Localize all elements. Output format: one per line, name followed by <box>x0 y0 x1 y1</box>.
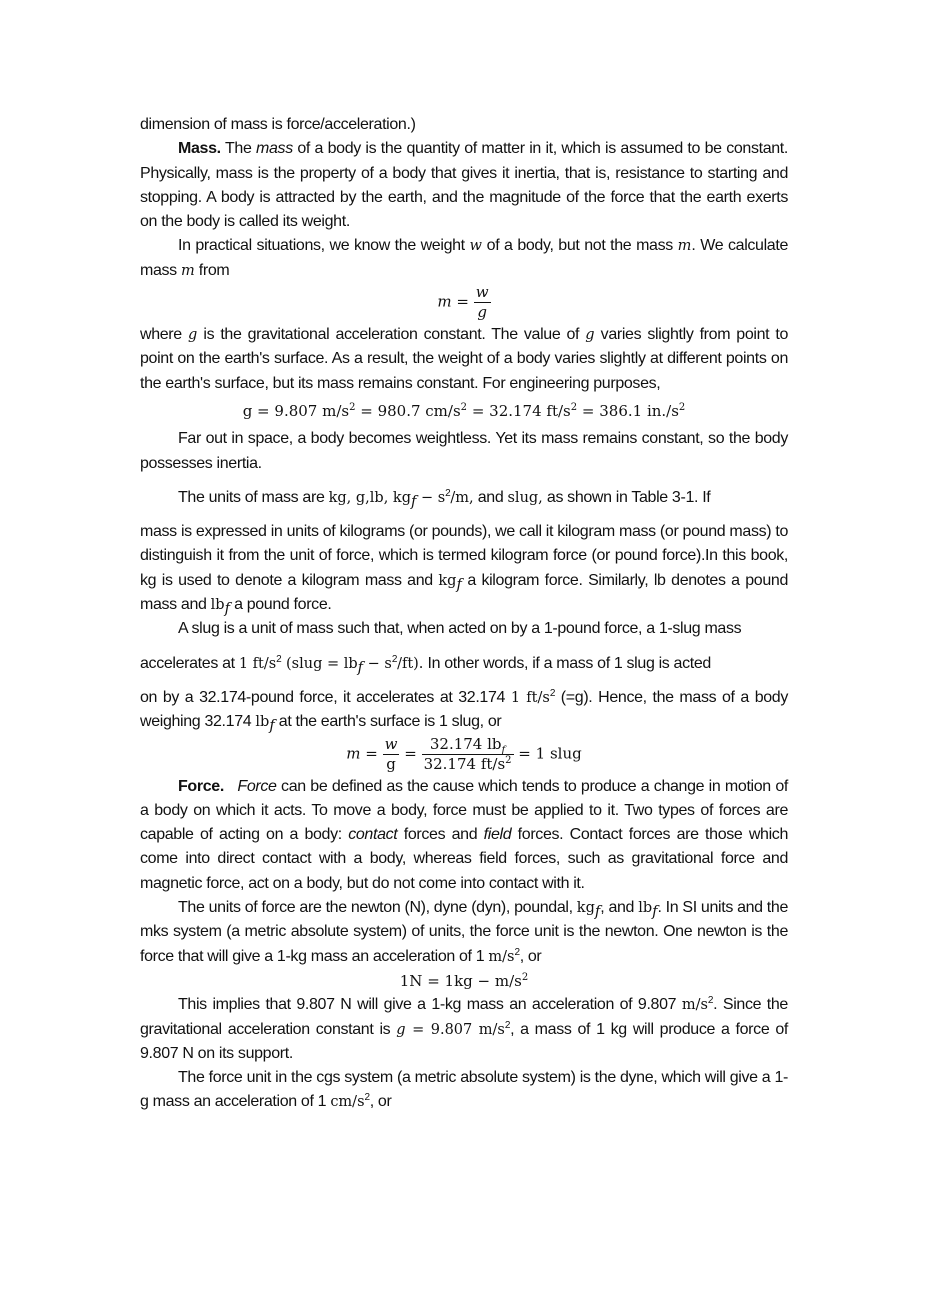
implies-paragraph: This implies that 9.807 N will give a 1-kg mass an acceleration of 9.807 $m/s^2$. Since the gravitational acceleration constant is g = 9.807 $m/s^2$, a mass of 1 kg will produce a force of 9.807 N on its support. <box>140 995 788 1062</box>
force-paragraph: Force. Force can be defined as the cause which tends to produce a change in motion of a body on which it acts. To move a body, force must be applied to it. Two types of forces are capable of acting on a body: contact forces and field forces. Contact forces are those which come into direct contact with a body, whereas field forces, such as gravitational force and magnetic force, act on a body, but do not come into contact with it. <box>140 777 788 892</box>
mass-term: mass <box>256 140 293 158</box>
equation-newton: $1N = 1kg - m/s^2$ <box>399 971 529 990</box>
slug-paragraph-line2: accelerates at 1 $ft/s^2$ (slug = $lb_f - s^2/ft$). In other words, if a mass of 1 slug is acted <box>140 653 711 676</box>
mass-heading: Mass. <box>178 140 221 158</box>
continuation-line: dimension of mass is force/acceleration.) <box>140 116 416 133</box>
space-paragraph: Far out in space, a body becomes weightless. Yet its mass remains constant, so the body possesses inertia. <box>140 430 788 472</box>
kilogram-paragraph: mass is expressed in units of kilograms (or pounds), we call it kilogram mass (or pound mass) to distinguish it from the unit of force, which is termed kilogram force (or pound force).In this book, kg is used to denote a kilogram mass and $kg_f$ a kilogram force. Similarly, lb denotes a pound mass and $lb_f$ a pound force. <box>140 523 789 618</box>
mass-paragraph: Mass. The mass of a body is the quantity of matter in it, which is assumed to be constant. Physically, mass is the property of a body that gives it inertia, that is, resistance to starting and stopping. A body is attracted by the earth, and the magnitude of the force that the earth exerts on the body is called its weight. <box>140 140 788 231</box>
cgs-paragraph: The force unit in the cgs system (a metric absolute system) is the dyne, which will give a 1-g mass an acceleration of 1 $cm/s^2$, or <box>140 1069 788 1111</box>
equation-mass-from-weight: m = $\frac{w}{g}$ <box>437 283 489 322</box>
where-paragraph: where g is the gravitational acceleration constant. The value of g varies slightly from point to point on the earth's surface. As a result, the weight of a body varies slightly at different points on the earth's surface, but its mass remains constant. For engineering purposes, <box>140 326 788 392</box>
mass-units-paragraph: The units of mass are kg, g,lb, $kg_f - s^2/m$, and slug, as shown in Table 3-1. If <box>178 487 711 510</box>
force-units-paragraph: The units of force are the newton (N), dyne (dyn), poundal, $kg_f$, and $lb_f$. In SI units and the mks system (a metric absolute system) of units, the force unit is the newton. One newton is the force that will give a 1-kg mass an acceleration of 1 $m/s^2$, or <box>140 899 789 965</box>
equation-slug: m = $\frac{w}{g}$ = $\frac{32.174 lb_f}{32.174 ft/s^2}$ = 1 slug <box>346 734 582 773</box>
equation-g-values: g = 9.807 $m/s^2 = 980.7$ $cm/s^2 = 32.174$ $ft/s^2 = 386.1$ $in./s^2$ <box>242 401 686 420</box>
slug-paragraph-line1: A slug is a unit of mass such that, when acted on by a 1-pound force, a 1-slug mass <box>178 620 742 638</box>
document-page <box>140 113 788 1115</box>
practical-paragraph: In practical situations, we know the weight w of a body, but not the mass m. We calculate mass m from <box>140 237 788 279</box>
force-term: Force <box>237 777 277 795</box>
slug-paragraph-rest: on by a 32.174-pound force, it accelerates at 32.174 1 $ft/s^2$ (=g). Hence, the mass of a body weighing 32.174 $lb_f$ at the earth's surface is 1 slug, or <box>140 687 788 735</box>
force-heading: Force. <box>178 777 224 795</box>
